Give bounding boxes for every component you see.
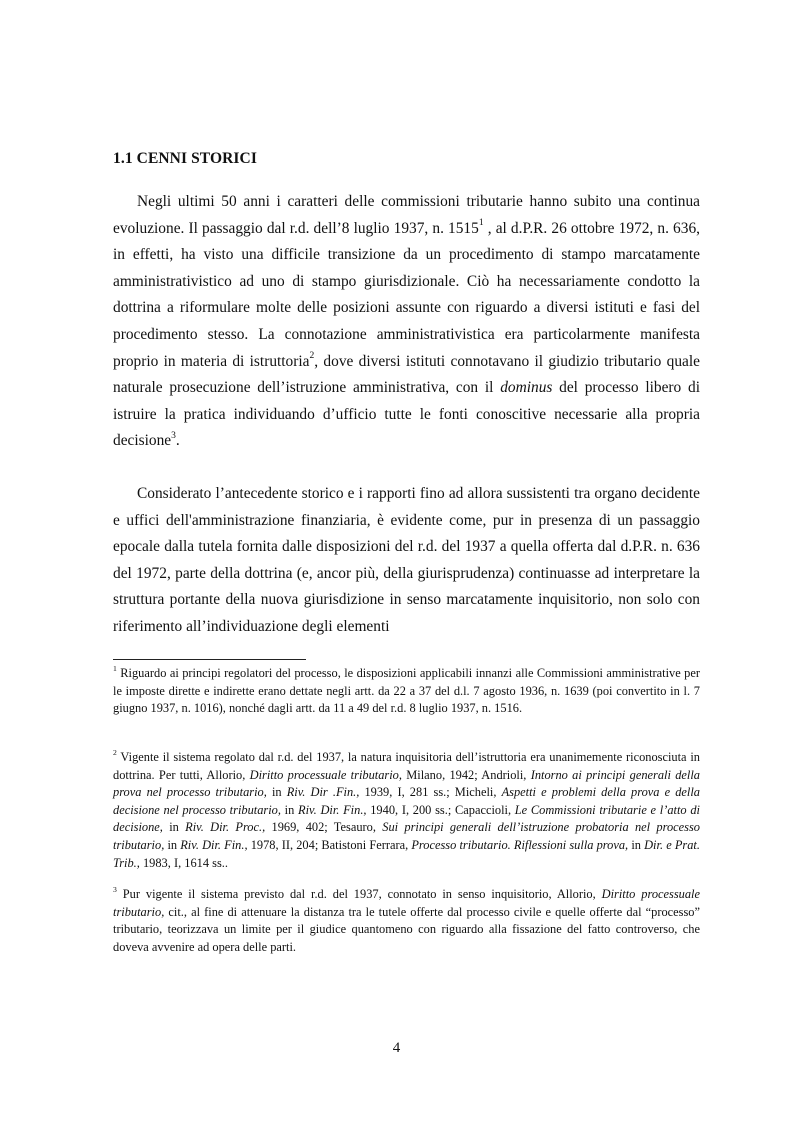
fn2-italic: Aspetti e problemi della prova e della decisione nel processo tributario, bbox=[113, 785, 700, 817]
fn2-italic: Riv. Dir. Fin., bbox=[298, 802, 367, 817]
fn3-italic: Diritto processuale tributario, bbox=[113, 887, 700, 919]
footnote-3 bbox=[113, 886, 700, 956]
section-heading: 1.1 CENNI STORICI bbox=[113, 150, 257, 167]
fn2-italic: Riv. Dir. Proc., bbox=[185, 820, 266, 835]
fn2-text: in bbox=[164, 837, 181, 852]
fn2-text: 1978, II, 204; Batistoni Ferrara, bbox=[247, 837, 412, 852]
p1-text: del processo libero di istruire la pratica individuando d’ufficio tutte le fonti conoscitive necessarie alla propria decisione bbox=[113, 379, 700, 450]
footnote-ref-2[interactable]: 2 bbox=[309, 350, 315, 362]
footnote-separator bbox=[113, 659, 306, 660]
paragraph-1 bbox=[113, 189, 700, 455]
fn3-text: Pur vigente il sistema previsto dal r.d. del 1937, connotato in senso inquisitorio, Allorio, bbox=[116, 887, 602, 901]
footnote-1 bbox=[113, 665, 700, 718]
footnote-1-number: 1 bbox=[113, 663, 117, 673]
fn2-text: in bbox=[628, 837, 645, 852]
p1-italic: dominus bbox=[500, 379, 553, 397]
fn2-italic: Riv. Dir .Fin., bbox=[286, 785, 360, 800]
fn2-text: in bbox=[162, 820, 186, 835]
fn2-italic: Sui principi generali dell’istruzione probatoria nel processo tributario, bbox=[113, 820, 700, 852]
footnote-1-text: Riguardo ai principi regolatori del processo, le disposizioni applicabili innanzi alle Commissioni amministrative per le imposte dirette e indirette erano dettate negli artt. da 22 a 37 del d.l. 7 agosto 1936, n. 1639 (poi convertito in l. 7 giugno 1937, n. 1016), nonché dagli artt. da 11 a 49 del r.d. 8 luglio 1937, n. 1516. bbox=[113, 666, 700, 716]
fn3-text: cit., al fine di attenuare la distanza tra le tutele offerte dal processo civile e quelle offerte dal “processo” tributario, teorizzava un limite per il giudice quantomeno con riguardo alla fissazione del fatto controverso, che doveva avvenire ad opera delle parti. bbox=[113, 904, 700, 954]
p1-text: , dove diversi istituti connotavano il giudizio tributario quale naturale prosecuzione dell’istruzione amministrativa, con il bbox=[113, 352, 700, 397]
p1-text: Negli ultimi 50 anni i caratteri delle commissioni tributarie hanno subito una continua evoluzione. Il passaggio dal r.d. dell’8 luglio 1937, n. 1515 bbox=[113, 193, 700, 237]
footnote-3-number: 3 bbox=[113, 884, 117, 894]
paragraph-2: Considerato l’antecedente storico e i rapporti fino ad allora sussistenti tra organo decidente e uffici dell'amministrazione finanziaria, è evidente come, pur in presenza di un passaggio epocale dalla tutela fornita dalle disposizioni del r.d. del 1937 a quella offerta dal d.P.R. n. 636 del 1972, parte della dottrina (e, ancor più, della giurisprudenza) continuasse ad interpretare la struttura portante della nuova giurisdizione in senso marcatamente inquisitorio, non solo con riferimento all’individuazione degli elementi bbox=[113, 485, 700, 635]
fn2-italic: Diritto processuale tributario, bbox=[249, 767, 402, 782]
page-number: 4 bbox=[392, 1040, 401, 1056]
fn2-text: 1939, I, 281 ss.; Micheli, bbox=[359, 785, 502, 800]
fn2-text: 1983, I, 1614 ss.. bbox=[139, 855, 228, 870]
footnote-2-number: 2 bbox=[113, 747, 117, 757]
fn2-text: Milano, 1942; Andrioli, bbox=[401, 767, 531, 782]
fn2-italic: Processo tributario. Riflessioni sulla prova, bbox=[411, 837, 629, 852]
fn2-text: Vigente il sistema regolato dal r.d. del 1937, la natura inquisitoria dell’istruttoria era unanimemente riconosciuta in dottrina. Per tutti, Allorio, bbox=[113, 750, 700, 782]
fn2-italic: Intorno ai principi generali della prova nel processo tributario, bbox=[113, 767, 701, 800]
fn2-italic: Dir. e Prat. Trib., bbox=[113, 837, 700, 870]
fn2-italic: Riv. Dir. Fin., bbox=[180, 837, 248, 852]
p1-text: , al d.P.R. 26 ottobre 1972, n. 636, in effetti, ha visto una difficile transizione da un procedimento di stampo marcatamente amministrativistico ad uno di stampo giurisdizionale. Ciò ha necessariamente condotto la dottrina a riformulare molte delle posizioni assunte con riguardo a diversi istituti e fasi del procedimento stesso. La connotazione amministrativistica era particolarmente manifesta proprio in materia di istruttoria bbox=[113, 219, 700, 370]
p1-text: . bbox=[175, 432, 180, 450]
fn2-text: in bbox=[280, 802, 299, 817]
fn2-text: in bbox=[266, 785, 287, 800]
fn2-text: 1969, 402; Tesauro, bbox=[265, 820, 383, 835]
footnote-2 bbox=[113, 749, 700, 872]
fn2-italic: Le Commissioni tributarie e l’atto di decisione, bbox=[113, 802, 700, 835]
footnote-ref-3[interactable]: 3 bbox=[171, 429, 176, 441]
fn2-text: 1940, I, 200 ss.; Capaccioli, bbox=[366, 802, 515, 817]
footnote-ref-1[interactable]: 1 bbox=[478, 217, 484, 229]
